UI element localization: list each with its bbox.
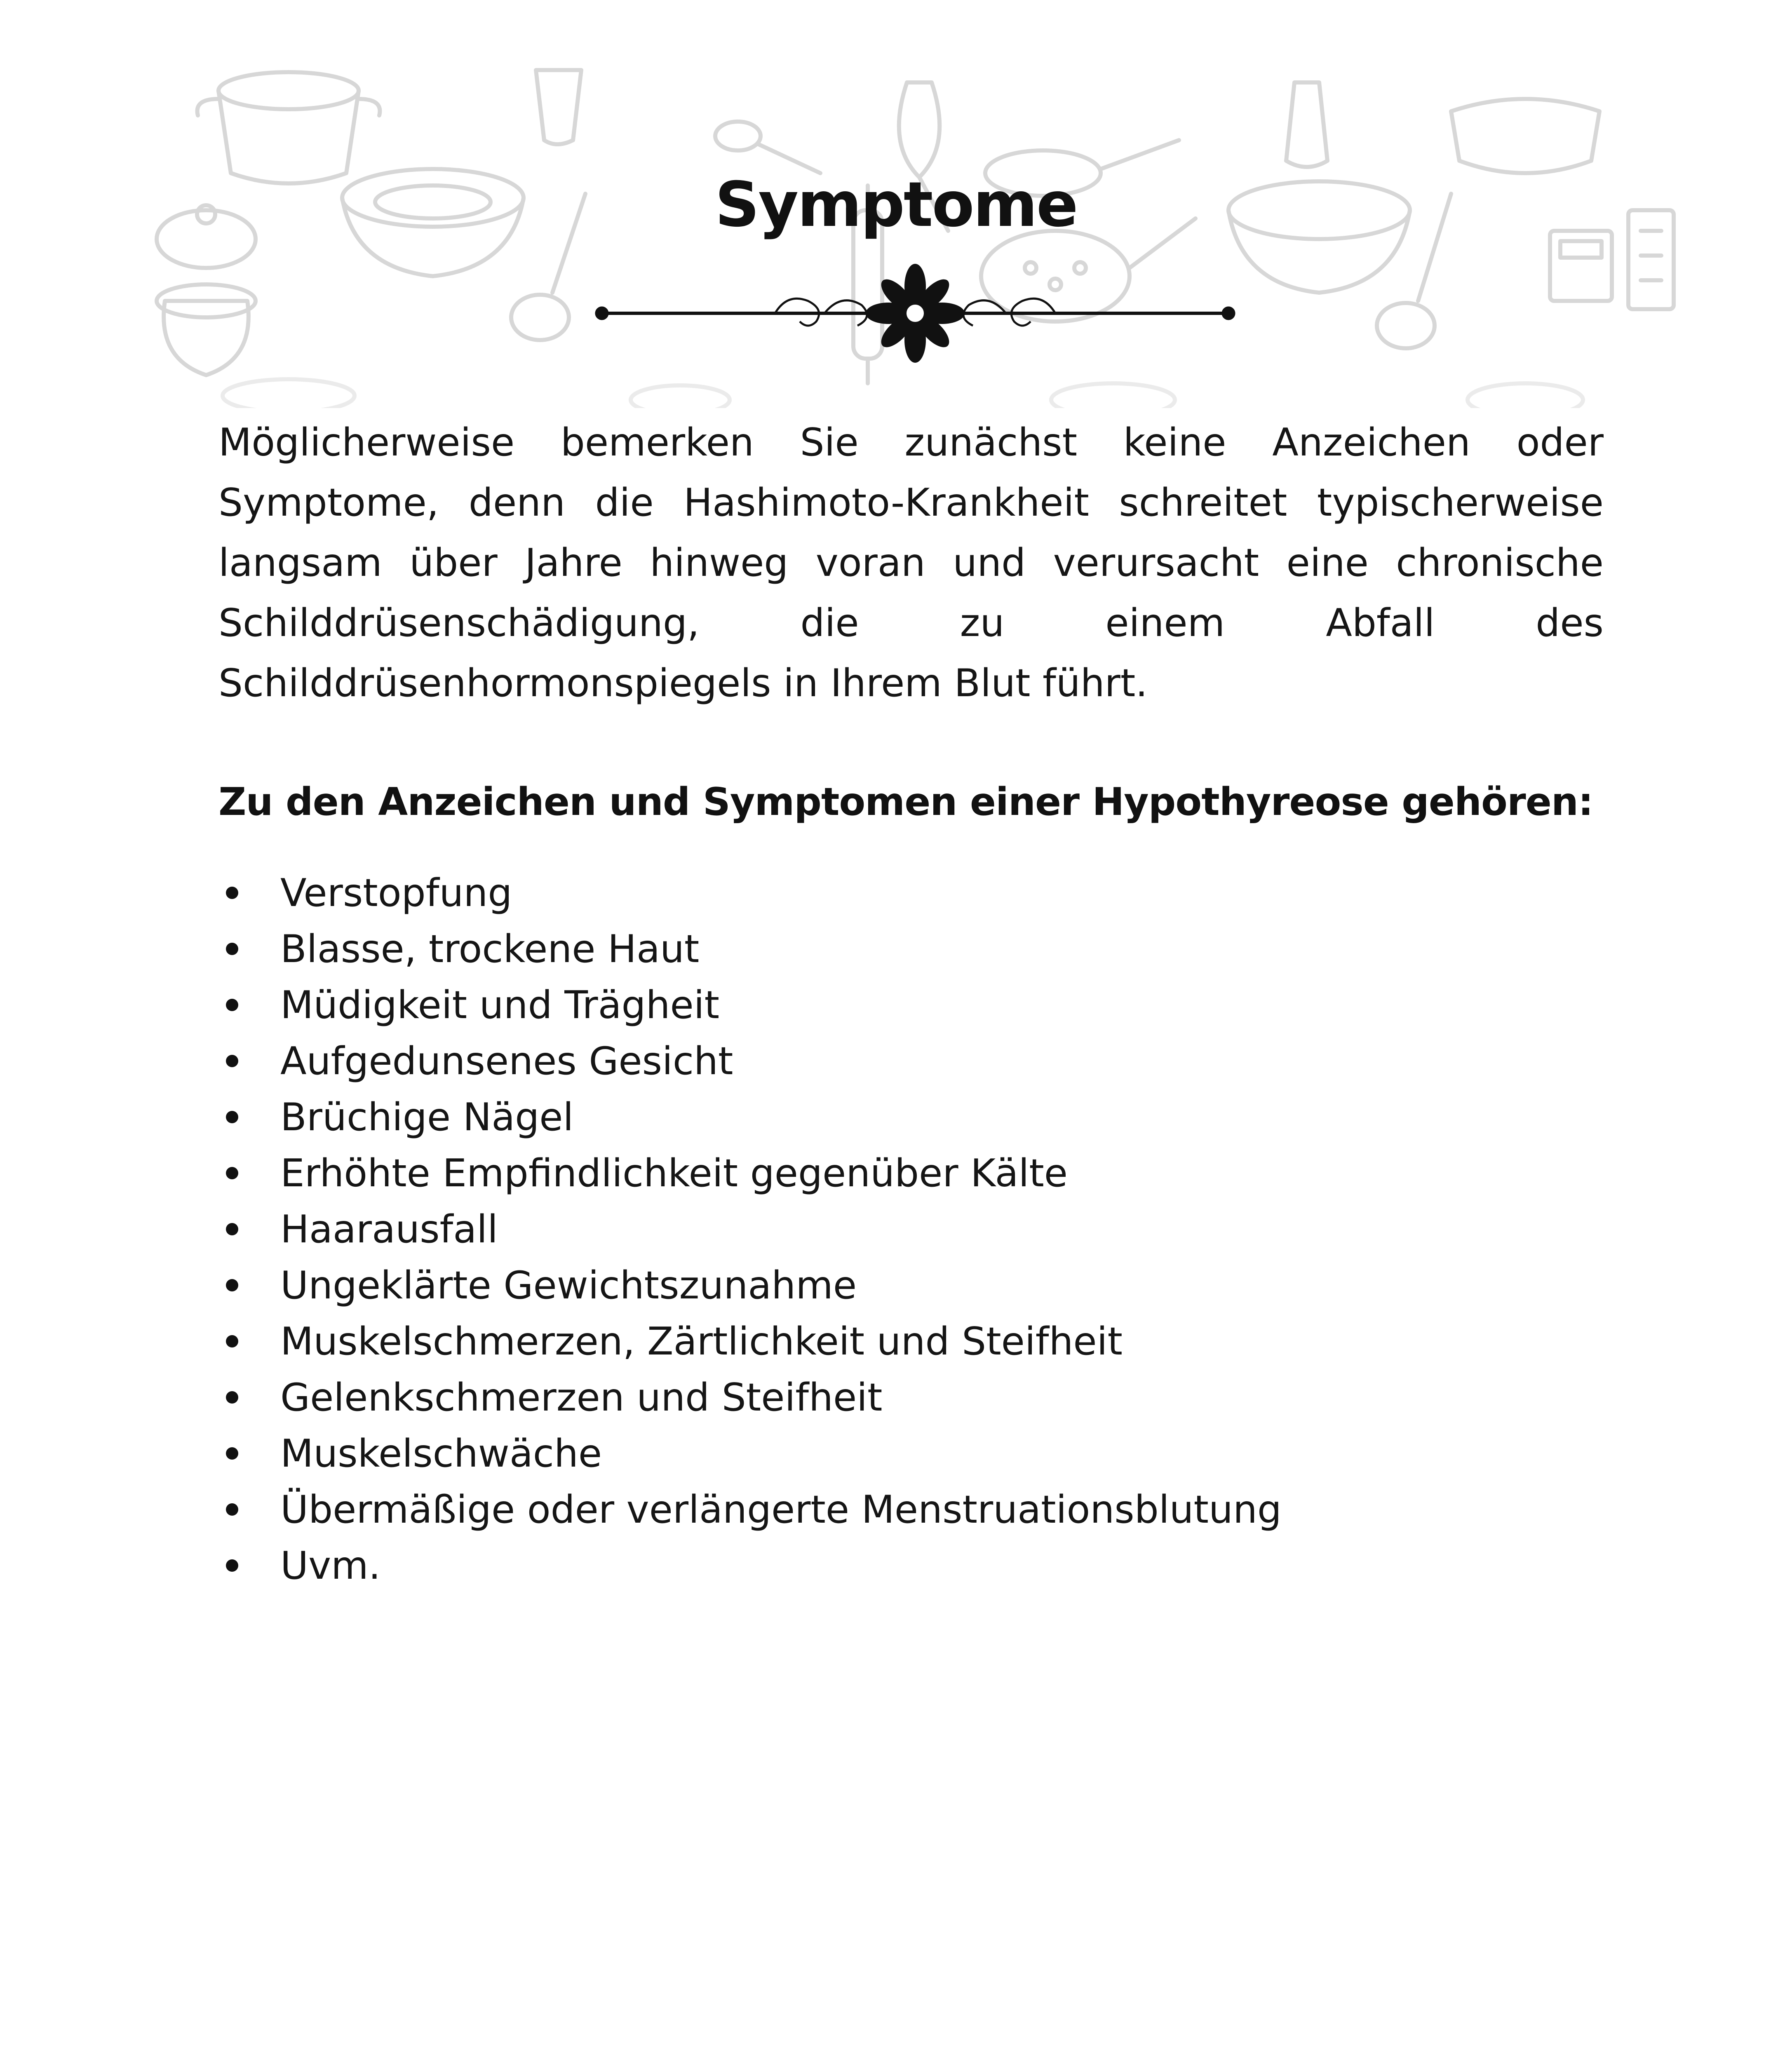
bullet-icon xyxy=(226,1447,238,1460)
cooking-pot-icon xyxy=(197,72,380,183)
list-item-text: Ungeklärte Gewichtszunahme xyxy=(280,1263,857,1307)
bullet-icon xyxy=(226,1055,238,1067)
main-content xyxy=(218,412,1604,1594)
spoon-icon xyxy=(715,122,820,173)
cake-pan-icon xyxy=(1451,99,1599,173)
symptom-list xyxy=(218,865,1604,1594)
bullet-icon xyxy=(226,1503,238,1516)
bullet-icon xyxy=(226,1279,238,1291)
list-item xyxy=(218,1425,1604,1481)
list-item-text: Müdigkeit und Trägheit xyxy=(280,983,720,1027)
list-item-text: Haarausfall xyxy=(280,1207,498,1251)
flower-divider-icon xyxy=(594,264,1237,363)
bullet-icon xyxy=(226,1111,238,1123)
list-item xyxy=(218,1089,1604,1145)
list-item-text: Gelenkschmerzen und Steifheit xyxy=(280,1375,883,1420)
list-item xyxy=(218,1538,1604,1594)
bullet-icon xyxy=(226,999,238,1011)
page-title: Symptome xyxy=(715,169,1077,241)
list-item xyxy=(218,921,1604,977)
list-item xyxy=(218,1033,1604,1089)
bullet-icon xyxy=(226,1223,238,1235)
list-item xyxy=(218,977,1604,1033)
list-item-text: Blasse, trockene Haut xyxy=(280,927,700,971)
bullet-icon xyxy=(226,1559,238,1572)
bullet-icon xyxy=(226,943,238,955)
list-item-text: Uvm. xyxy=(280,1543,381,1588)
list-item xyxy=(218,1257,1604,1313)
list-item xyxy=(218,1481,1604,1538)
cup-icon xyxy=(536,70,581,144)
bullet-icon xyxy=(226,887,238,899)
list-item xyxy=(218,1145,1604,1201)
list-item-text: Muskelschwäche xyxy=(280,1431,602,1476)
list-item-text: Verstopfung xyxy=(280,871,512,915)
list-item xyxy=(218,1313,1604,1369)
list-item xyxy=(218,1201,1604,1257)
scale-icon xyxy=(1550,231,1612,301)
list-item-text: Übermäßige oder verlängerte Menstruationsblutung xyxy=(280,1487,1282,1532)
list-item xyxy=(218,865,1604,921)
list-item-text: Brüchige Nägel xyxy=(280,1095,574,1139)
list-item-text: Erhöhte Empfindlichkeit gegenüber Kälte xyxy=(280,1151,1068,1195)
list-item xyxy=(218,1369,1604,1425)
bullet-icon xyxy=(226,1391,238,1404)
bullet-icon xyxy=(226,1335,238,1347)
intro-paragraph: Möglicherweise bemerken Sie zunächst keine Anzeichen oder Symptome, denn die Hashimoto-Krankheit schreitet typischerweise langsam über Jahre hinweg voran und verursacht eine chronische Schilddrüsenschädigung, die zu einem Abfall des Schilddrüsenhormonspiegels in Ihrem Blut führt. xyxy=(218,420,1604,705)
jar-icon xyxy=(1286,82,1327,167)
symptoms-heading: Zu den Anzeichen und Symptomen einer Hypothyreose gehören: xyxy=(218,779,1593,824)
bullet-icon xyxy=(226,1167,238,1179)
list-item-text: Muskelschmerzen, Zärtlichkeit und Steifheit xyxy=(280,1319,1123,1364)
list-item-text: Aufgedunsenes Gesicht xyxy=(280,1039,733,1083)
